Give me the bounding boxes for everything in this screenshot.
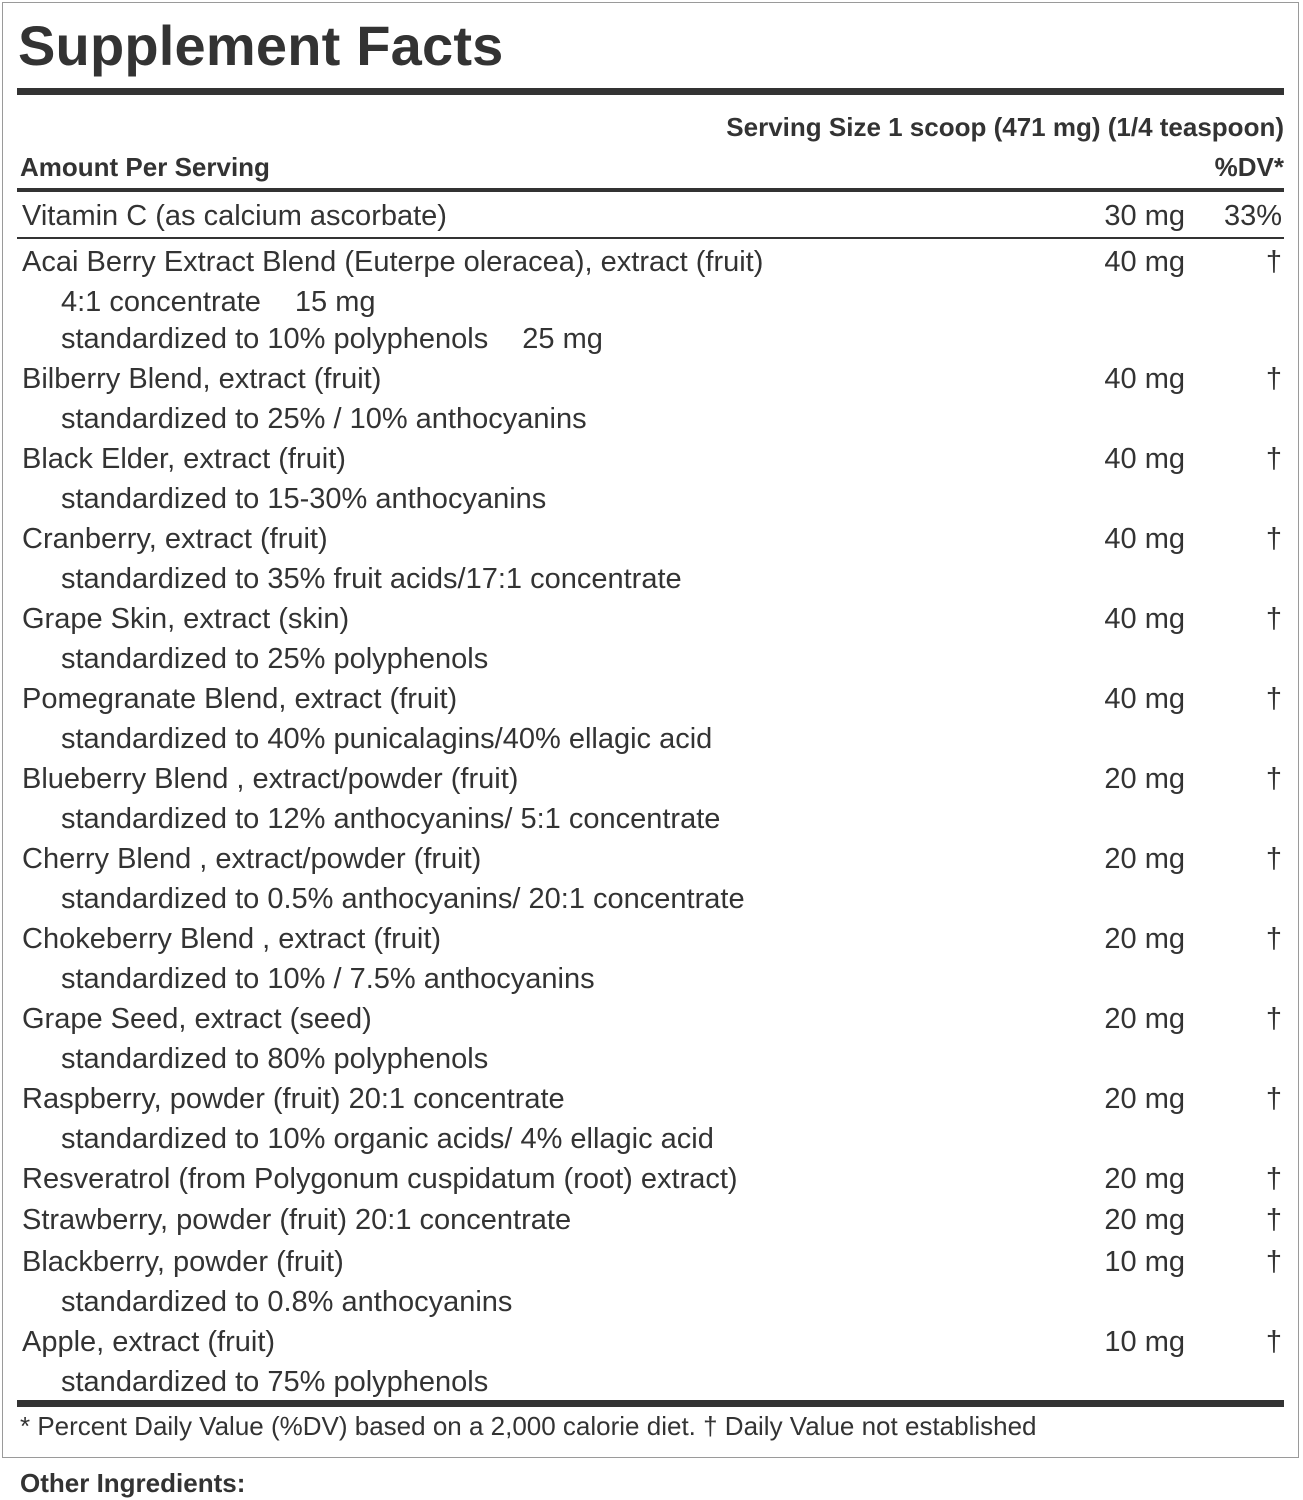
ingredient-detail: standardized to 0.5% anthocyanins/ 20:1 concentrate xyxy=(61,883,745,915)
ingredient-subrow xyxy=(0,1288,1303,1328)
ingredient-row xyxy=(0,1328,1303,1368)
ingredient-amount: 10 mg xyxy=(1104,1326,1185,1358)
ingredient-amount: 40 mg xyxy=(1104,603,1185,635)
ingredient-detail: standardized to 15-30% anthocyanins xyxy=(61,483,547,515)
ingredient-name: Cranberry, extract (fruit) xyxy=(22,523,328,555)
ingredient-detail-amount: 25 mg xyxy=(522,323,603,355)
ingredient-subrow xyxy=(0,565,1303,605)
ingredient-name: Raspberry, powder (fruit) 20:1 concentrate xyxy=(22,1083,565,1115)
ingredient-amount: 20 mg xyxy=(1104,1083,1185,1115)
ingredient-row xyxy=(0,1165,1303,1205)
vitamin-divider xyxy=(17,237,1284,239)
ingredient-subrow xyxy=(0,485,1303,525)
dagger-icon: † xyxy=(1265,1246,1282,1278)
ingredient-name: Blackberry, powder (fruit) xyxy=(22,1246,344,1278)
ingredient-name: Black Elder, extract (fruit) xyxy=(22,443,346,475)
ingredient-detail: standardized to 0.8% anthocyanins xyxy=(61,1286,513,1318)
dagger-icon: † xyxy=(1265,1083,1282,1115)
dagger-icon: † xyxy=(1265,1204,1282,1236)
dagger-icon: † xyxy=(1265,246,1282,278)
dagger-icon: † xyxy=(1265,683,1282,715)
ingredient-name: Grape Skin, extract (skin) xyxy=(22,603,350,635)
ingredient-amount: 20 mg xyxy=(1104,763,1185,795)
ingredient-detail-amount: 15 mg xyxy=(294,286,376,318)
ingredient-name: Acai Berry Extract Blend (Euterpe oleracea), extract (fruit) xyxy=(22,246,764,278)
ingredient-detail: standardized to 25% / 10% anthocyanins xyxy=(61,403,587,435)
dagger-icon: † xyxy=(1265,363,1282,395)
ingredient-amount: 40 mg xyxy=(1104,683,1185,715)
ingredient-name: Apple, extract (fruit) xyxy=(22,1326,276,1358)
ingredient-detail: standardized to 10% polyphenols 25 mg xyxy=(61,323,603,355)
dagger-icon: † xyxy=(1265,923,1282,955)
ingredient-row xyxy=(0,765,1303,805)
ingredient-row xyxy=(0,605,1303,645)
footnote: * Percent Daily Value (%DV) based on a 2,000 calorie diet. † Daily Value not established xyxy=(20,1411,1037,1441)
ingredient-amount: 20 mg xyxy=(1104,1204,1185,1236)
ingredient-amount: 40 mg xyxy=(1104,363,1185,395)
ingredient-detail: standardized to 75% polyphenols xyxy=(61,1366,489,1398)
ingredient-subrow xyxy=(0,288,1303,328)
ingredient-name: Pomegranate Blend, extract (fruit) xyxy=(22,683,458,715)
ingredient-name: Blueberry Blend , extract/powder (fruit) xyxy=(22,763,519,795)
nutrient-dv: 33% xyxy=(1223,200,1282,232)
ingredient-amount: 40 mg xyxy=(1104,523,1185,555)
ingredient-detail: standardized to 80% polyphenols xyxy=(61,1043,489,1075)
dagger-icon: † xyxy=(1265,843,1282,875)
dagger-icon: † xyxy=(1265,1003,1282,1035)
dagger-icon: † xyxy=(1265,1163,1282,1195)
ingredient-amount: 40 mg xyxy=(1104,246,1185,278)
ingredient-row xyxy=(0,1005,1303,1045)
ingredient-row xyxy=(0,685,1303,725)
title-divider xyxy=(17,88,1284,95)
ingredient-amount: 40 mg xyxy=(1104,443,1185,475)
ingredient-name: Cherry Blend , extract/powder (fruit) xyxy=(22,843,482,875)
serving-size: Serving Size 1 scoop (471 mg) (1/4 teaspoon) xyxy=(726,112,1284,142)
ingredient-row xyxy=(0,445,1303,485)
ingredient-row xyxy=(0,845,1303,885)
footer-divider xyxy=(17,1400,1284,1407)
ingredient-subrow xyxy=(0,1045,1303,1085)
ingredient-subrow xyxy=(0,805,1303,845)
ingredient-subrow xyxy=(0,965,1303,1005)
ingredient-detail: standardized to 10% organic acids/ 4% ellagic acid xyxy=(61,1123,714,1155)
ingredient-detail: standardized to 10% / 7.5% anthocyanins xyxy=(61,963,595,995)
vitamin-c-row xyxy=(0,202,1303,242)
daily-value-header: %DV* xyxy=(1214,152,1284,182)
ingredient-subrow xyxy=(0,1125,1303,1165)
ingredient-row xyxy=(0,1248,1303,1288)
dagger-icon: † xyxy=(1265,763,1282,795)
ingredient-amount: 20 mg xyxy=(1104,1003,1185,1035)
ingredient-subrow xyxy=(0,405,1303,445)
ingredient-row xyxy=(0,365,1303,405)
ingredient-subrow xyxy=(0,885,1303,925)
ingredient-detail: standardized to 12% anthocyanins/ 5:1 concentrate xyxy=(61,803,721,835)
ingredient-amount: 20 mg xyxy=(1104,843,1185,875)
dagger-icon: † xyxy=(1265,443,1282,475)
ingredient-name: Resveratrol (from Polygonum cuspidatum (root) extract) xyxy=(22,1163,738,1195)
other-ingredients-label: Other Ingredients: xyxy=(20,1468,246,1498)
amount-per-serving-header: Amount Per Serving xyxy=(20,152,270,182)
panel-title: Supplement Facts xyxy=(18,14,504,77)
nutrient-amount: 30 mg xyxy=(1104,200,1185,232)
ingredient-name: Chokeberry Blend , extract (fruit) xyxy=(22,923,442,955)
ingredient-name: Grape Seed, extract (seed) xyxy=(22,1003,372,1035)
ingredient-row xyxy=(0,525,1303,565)
dagger-icon: † xyxy=(1265,603,1282,635)
ingredient-amount: 20 mg xyxy=(1104,923,1185,955)
ingredient-amount: 10 mg xyxy=(1104,1246,1185,1278)
header-divider xyxy=(17,188,1284,192)
ingredient-detail: 4:1 concentrate 15 mg xyxy=(61,286,376,318)
ingredient-row xyxy=(0,1206,1303,1246)
ingredient-name: Bilberry Blend, extract (fruit) xyxy=(22,363,382,395)
ingredient-subrow xyxy=(0,725,1303,765)
ingredient-name: Strawberry, powder (fruit) 20:1 concentrate xyxy=(22,1204,572,1236)
dagger-icon: † xyxy=(1265,1326,1282,1358)
ingredient-subrow xyxy=(0,645,1303,685)
ingredient-subrow xyxy=(0,325,1303,365)
ingredient-amount: 20 mg xyxy=(1104,1163,1185,1195)
ingredient-row xyxy=(0,925,1303,965)
nutrient-name: Vitamin C (as calcium ascorbate) xyxy=(22,200,447,232)
dagger-icon: † xyxy=(1265,523,1282,555)
ingredient-detail: standardized to 25% polyphenols xyxy=(61,643,489,675)
ingredient-row xyxy=(0,1085,1303,1125)
ingredient-detail: standardized to 40% punicalagins/40% ellagic acid xyxy=(61,723,713,755)
ingredient-row xyxy=(0,248,1303,288)
ingredient-detail: standardized to 35% fruit acids/17:1 concentrate xyxy=(61,563,682,595)
